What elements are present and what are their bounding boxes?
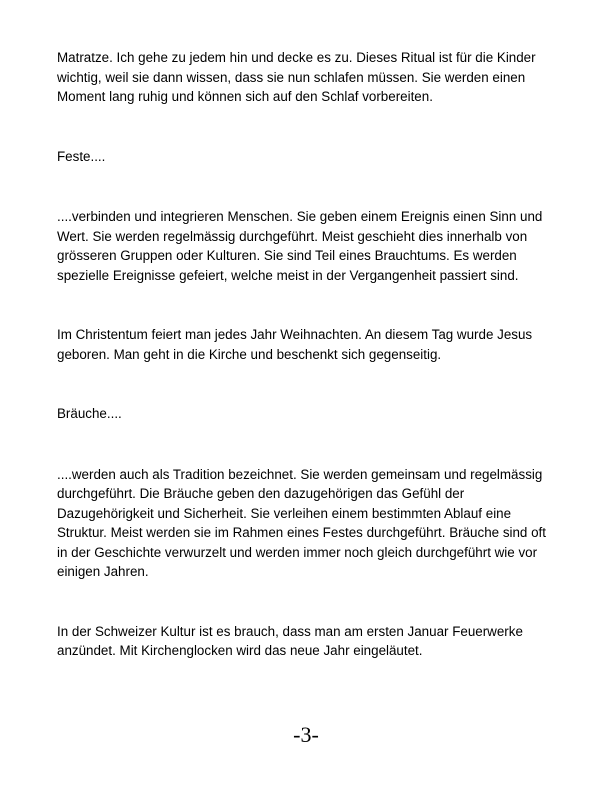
heading-braeuche: Bräuche.... xyxy=(57,406,122,421)
paragraph-schweizer-kultur: In der Schweizer Kultur ist es brauch, dass man am ersten Januar Feuerwerke anzündet. Mit Kirchenglocken wird das neue Jahr eingeläutet. xyxy=(57,623,523,658)
page-body xyxy=(57,48,557,661)
paragraph-matratze: Matratze. Ich gehe zu jedem hin und decke es zu. Dieses Ritual ist für die Kinder wichtig, weil sie dann wissen, dass sie nun schlafen müssen. Sie werden einen Moment lang ruhig und können sich auf den Schlaf vorbereiten. xyxy=(57,50,536,104)
paragraph-feste-description: ....verbinden und integrieren Menschen. Sie geben einem Ereignis einen Sinn und Wert. Sie werden regelmässig durchgeführt. Meist geschieht dies innerhalb von grösseren Gruppen oder Kulturen. Sie sind Teil eines Brauchtums. Es werden spezielle Ereignisse gefeiert, welche meist in der Vergangenheit passiert sind. xyxy=(57,209,543,283)
paragraph-christentum: Im Christentum feiert man jedes Jahr Weihnachten. An diesem Tag wurde Jesus geboren. Man geht in die Kirche und beschenkt sich gegenseitig. xyxy=(57,327,533,362)
heading-feste: Feste.... xyxy=(57,148,106,164)
page-number: -3- xyxy=(293,722,319,747)
paragraph-braeuche-description: ....werden auch als Tradition bezeichnet. Sie werden gemeinsam und regelmässig durchgeführt. Die Bräuche geben den dazugehörigen das Gefühl der Dazugehörigkeit und Sicherheit. Sie verleihen einem bestimmten Ablauf eine Struktur. Meist werden sie im Rahmen eines Festes durchgeführt. Bräuche sind oft in der Geschichte verwurzelt und werden immer noch gleich durchgeführt wie vor einigen Jahren. xyxy=(57,466,546,579)
